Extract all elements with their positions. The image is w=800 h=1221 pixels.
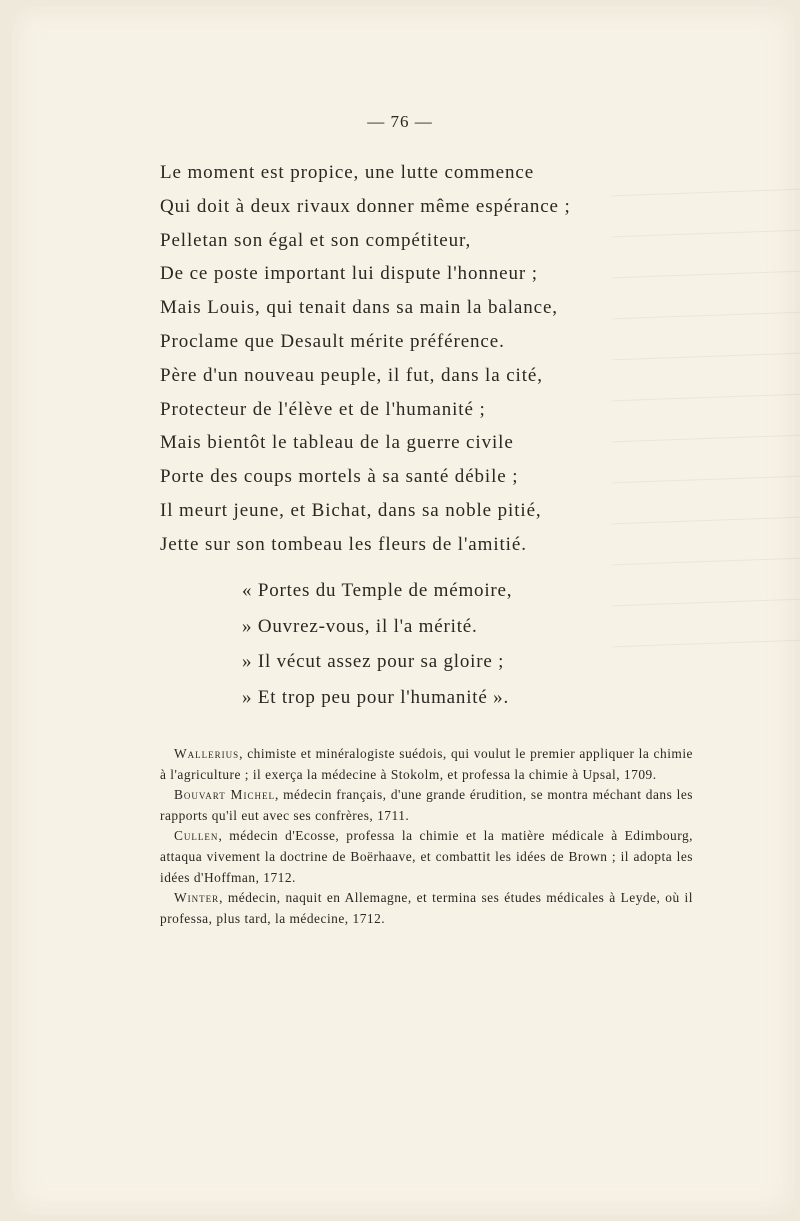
footnote-text: , médecin d'Ecosse, professa la chimie et la matière médicale à Edimbourg, attaqua vivement la doctrine de Boërhaave, et combattit les idées de Brown ; il adopta les idées d'Hoffman, 1712.	[160, 828, 693, 885]
footnote-text: , chimiste et minéralogiste suédois, qui voulut le premier appliquer la chimie à l'agriculture ; il exerça la médecine à Stokolm, et professa la chimie à Upsal, 1709.	[160, 746, 693, 782]
verse-line: De ce poste important lui dispute l'honneur ;	[160, 263, 538, 285]
page-number: — 76 —	[367, 112, 433, 131]
verse-line: Jette sur son tombeau les fleurs de l'amitié.	[160, 533, 527, 555]
footnote-name: Bouvart Michel	[174, 787, 275, 803]
footnotes	[160, 744, 693, 929]
verse-block	[160, 156, 630, 562]
quoted-stanza	[242, 573, 602, 716]
stanza-line: » Il vécut assez pour sa gloire ;	[242, 651, 505, 673]
stanza-line: » Et trop peu pour l'humanité ».	[242, 687, 510, 709]
stanza-line: » Ouvrez-vous, il l'a mérité.	[242, 615, 478, 637]
footnote	[160, 888, 693, 929]
footnote	[160, 785, 693, 826]
verse-line: Protecteur de l'élève et de l'humanité ;	[160, 398, 486, 420]
footnote-name: Winter	[174, 890, 220, 906]
verse-line: Proclame que Desault mérite préférence.	[160, 330, 505, 352]
verse-line: Mais Louis, qui tenait dans sa main la balance,	[160, 297, 558, 319]
footnote-text: , médecin, naquit en Allemagne, et termina ses études médicales à Leyde, où il professa, plus tard, la médecine, 1712.	[160, 890, 693, 926]
footnote-name: Cullen	[174, 828, 219, 844]
footnote	[160, 826, 693, 888]
verse-line: Porte des coups mortels à sa santé débile ;	[160, 466, 519, 488]
verse-line: Le moment est propice, une lutte commence	[160, 162, 535, 183]
verse-line: Il meurt jeune, et Bichat, dans sa noble pitié,	[160, 499, 542, 521]
verse-line: Pelletan son égal et son compétiteur,	[160, 229, 472, 251]
bleed-through-text	[612, 156, 800, 676]
verse-line: Qui doit à deux rivaux donner même espérance ;	[160, 195, 571, 217]
stanza-line: « Portes du Temple de mémoire,	[242, 580, 513, 601]
verse-line: Mais bientôt le tableau de la guerre civile	[160, 432, 514, 454]
footnote	[160, 744, 693, 785]
verse-line: Père d'un nouveau peuple, il fut, dans la cité,	[160, 364, 543, 386]
footnote-name: Wallerius	[174, 746, 240, 761]
footnote-text: , médecin français, d'une grande érudition, se montra méchant dans les rapports qu'il eut avec ses confrères, 1711.	[160, 787, 693, 823]
